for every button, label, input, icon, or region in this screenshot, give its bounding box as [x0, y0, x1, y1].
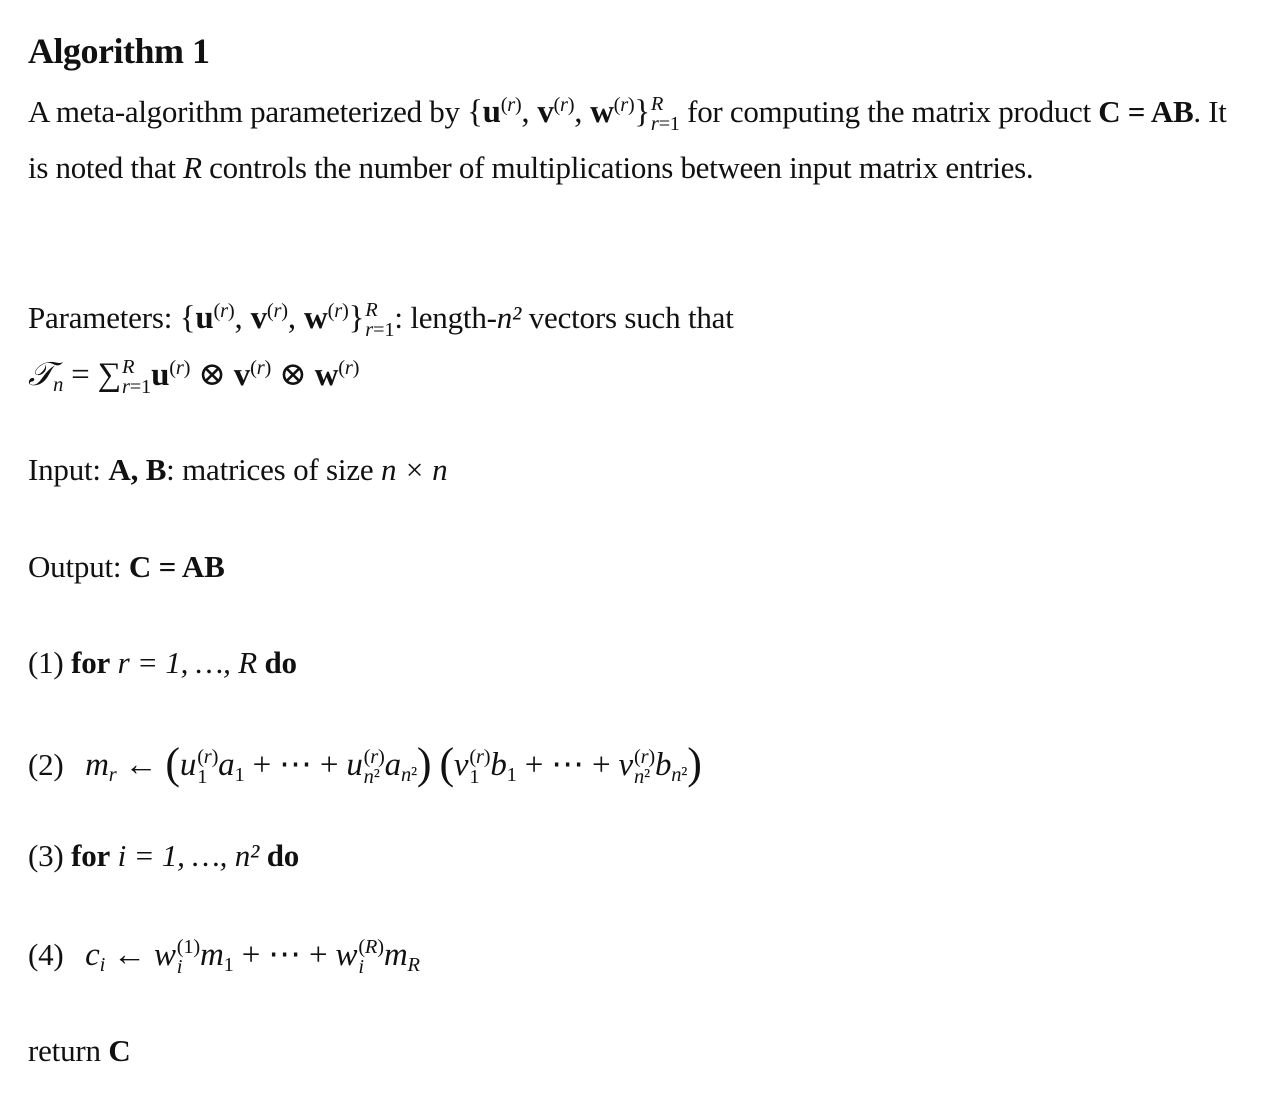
- caption-after-set: for computing the matrix product: [679, 94, 1099, 129]
- step-3-number: (3): [28, 838, 64, 873]
- step-1-range: r = 1, …, R: [110, 645, 265, 680]
- return-line: [28, 1033, 131, 1069]
- input-matrices: A, B: [108, 452, 167, 487]
- step-2-number: (2): [28, 747, 64, 782]
- caption-suffix: controls the number of multiplications between input matrix entries.: [201, 150, 1034, 185]
- caption-product: C = AB: [1098, 94, 1194, 129]
- output-value: C = AB: [128, 549, 225, 584]
- input-size: n × n: [381, 452, 448, 487]
- step-3-range: i = 1, …, n²: [110, 838, 267, 873]
- parameters-set-formula: {$u^{(r)}$, $v^{(r)}$, $w^{(r)}$} R r=1: [179, 299, 395, 342]
- parameters-n2: n²: [496, 300, 522, 336]
- step-3-for-keyword: for: [71, 838, 111, 873]
- algorithm-title: Algorithm 1: [28, 31, 210, 71]
- step-1-number: (1): [28, 645, 64, 680]
- step-1: [28, 645, 297, 681]
- parameters-after-set: : length-: [394, 300, 497, 336]
- step-2-formula: $m_r$ ← (u (r) 1 $a_1$ + ⋯ + u (r) n² $a_{n^2}$) (v (r) 1 $b_1$ + ⋯ + v (r) n² $b_{n^2}$): [85, 739, 702, 789]
- step-3-do-keyword: do: [266, 838, 300, 873]
- parameters-label: Parameters:: [28, 300, 180, 336]
- input-line: [28, 452, 447, 488]
- step-1-for-keyword: for: [71, 645, 111, 680]
- output-line: [28, 549, 225, 585]
- output-label: Output:: [28, 549, 129, 584]
- return-keyword: return: [28, 1033, 109, 1068]
- step-1-do-keyword: do: [264, 645, 297, 680]
- input-label: Input:: [28, 452, 109, 487]
- return-value: C: [108, 1033, 131, 1068]
- step-2: [28, 738, 702, 789]
- step-4-number: (4): [28, 937, 64, 972]
- parameters-line: [28, 300, 734, 341]
- step-4: [28, 934, 420, 978]
- caption-r-symbol: R: [183, 150, 202, 185]
- algorithm-caption: [28, 84, 1248, 195]
- tensor-decomposition-formula: 𝒯$_n$ = ∑ R r=1 $u^{(r)}$ ⊗ $v^{(r)}$ ⊗ $w^{(r)}$: [28, 355, 360, 399]
- step-3: [28, 838, 299, 874]
- parameters-after-n2: vectors such that: [521, 300, 734, 336]
- caption-middle: . It is noted that: [28, 94, 1227, 185]
- input-text: : matrices of size: [166, 452, 382, 487]
- step-4-formula: $c_i$ ← w (1) i $m_1$ + ⋯ + w (R) i $m_R$: [85, 935, 420, 979]
- parameter-set-formula: {$u^{(r)}$, $v^{(r)}$, $w^{(r)}$} R r=1: [467, 92, 680, 136]
- caption-prefix: A meta-algorithm parameterized by: [28, 94, 468, 129]
